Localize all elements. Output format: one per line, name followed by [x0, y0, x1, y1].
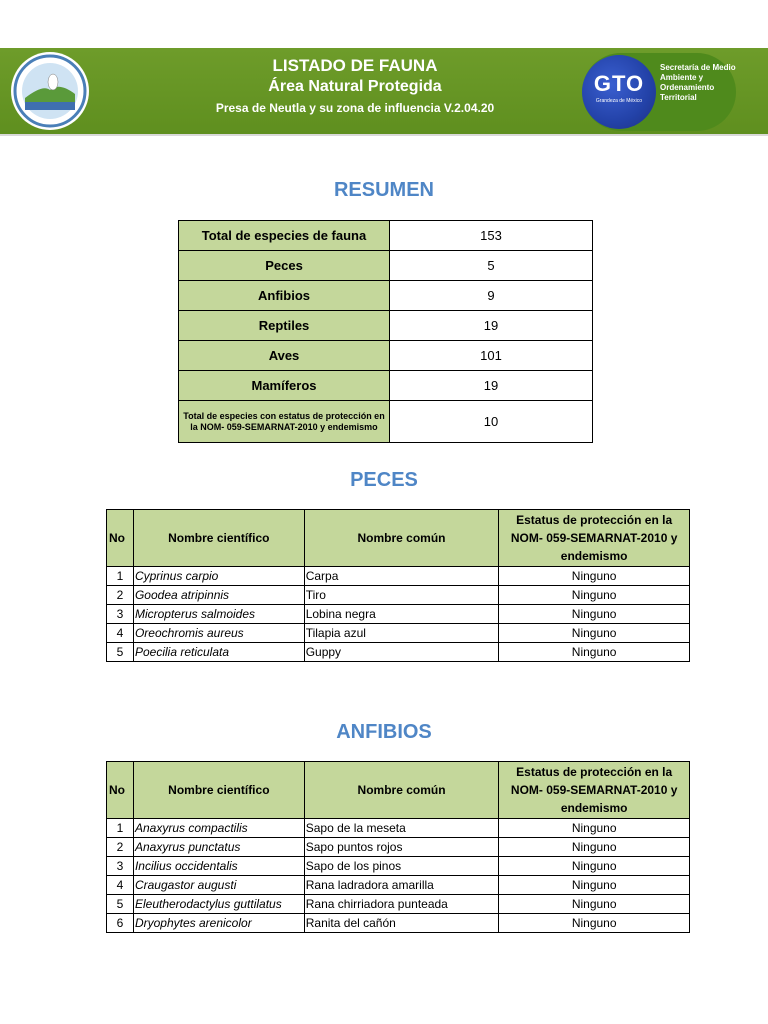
cell-status: Ninguno [499, 643, 690, 662]
cell-scientific: Goodea atripinnis [133, 586, 304, 605]
cell-common: Rana ladradora amarilla [304, 876, 499, 895]
cell-common: Ranita del cañón [304, 914, 499, 933]
cell-common: Lobina negra [304, 605, 499, 624]
cell-common: Rana chirriadora punteada [304, 895, 499, 914]
table-row [107, 643, 690, 662]
table-row [107, 586, 690, 605]
presa-neutla-logo [11, 52, 89, 130]
cell-status: Ninguno [499, 838, 690, 857]
cell-scientific: Craugastor augusti [133, 876, 304, 895]
cell-no: 3 [107, 605, 134, 624]
column-header-no: No [107, 510, 134, 567]
gto-brand: GTO [593, 71, 645, 96]
table-row [107, 857, 690, 876]
summary-label: Total de especies con estatus de protección en la NOM- 059-SEMARNAT-2010 y endemismo [179, 401, 390, 443]
table-row [179, 251, 593, 281]
cell-status: Ninguno [499, 586, 690, 605]
cell-common: Sapo de los pinos [304, 857, 499, 876]
cell-status: Ninguno [499, 605, 690, 624]
cell-no: 5 [107, 643, 134, 662]
table-row [107, 624, 690, 643]
table-row [107, 876, 690, 895]
cell-no: 2 [107, 838, 134, 857]
column-header-common: Nombre común [304, 510, 499, 567]
cell-status: Ninguno [499, 914, 690, 933]
cell-no: 2 [107, 586, 134, 605]
summary-label: Aves [179, 341, 390, 371]
cell-scientific: Eleutherodactylus guttilatus [133, 895, 304, 914]
header-banner [0, 48, 768, 136]
cell-no: 1 [107, 819, 134, 838]
column-header-scientific: Nombre científico [133, 762, 304, 819]
cell-common: Sapo puntos rojos [304, 838, 499, 857]
table-header-row [107, 762, 690, 819]
cell-no: 1 [107, 567, 134, 586]
summary-table [178, 220, 593, 443]
table-row [107, 819, 690, 838]
cell-scientific: Oreochromis aureus [133, 624, 304, 643]
table-row [179, 311, 593, 341]
cell-scientific: Anaxyrus punctatus [133, 838, 304, 857]
cell-no: 4 [107, 624, 134, 643]
document-title: LISTADO DE FAUNA [272, 56, 438, 75]
table-row [107, 838, 690, 857]
summary-label: Anfibios [179, 281, 390, 311]
cell-common: Tiro [304, 586, 499, 605]
table-row [179, 221, 593, 251]
gto-emblem [582, 55, 656, 129]
column-header-scientific: Nombre científico [133, 510, 304, 567]
table-header-row [107, 510, 690, 567]
peces-title: PECES [350, 469, 418, 491]
cell-status: Ninguno [499, 876, 690, 895]
cell-scientific: Dryophytes arenicolor [133, 914, 304, 933]
cell-no: 5 [107, 895, 134, 914]
gto-tagline: Grandeza de México [595, 98, 643, 104]
summary-label: Total de especies de fauna [179, 221, 390, 251]
summary-title: RESUMEN [333, 179, 434, 201]
column-header-no: No [107, 762, 134, 819]
summary-label: Reptiles [179, 311, 390, 341]
cell-status: Ninguno [499, 857, 690, 876]
peces-table [106, 509, 690, 662]
document-subtitle: Área Natural Protegida [268, 78, 442, 95]
cell-status: Ninguno [499, 567, 690, 586]
summary-label: Mamíferos [179, 371, 390, 401]
table-row [107, 895, 690, 914]
summary-value: 101 [390, 341, 593, 371]
cell-scientific: Poecilia reticulata [133, 643, 304, 662]
lake-bird-icon [13, 54, 87, 128]
cell-scientific: Incilius occidentalis [133, 857, 304, 876]
column-header-status: Estatus de protección en la NOM- 059-SEMARNAT-2010 y endemismo [499, 510, 690, 567]
cell-common: Sapo de la meseta [304, 819, 499, 838]
cell-common: Carpa [304, 567, 499, 586]
cell-status: Ninguno [499, 819, 690, 838]
summary-value: 19 [390, 311, 593, 341]
table-row [179, 341, 593, 371]
document-place: Presa de Neutla y su zona de influencia V.2.04.20 [215, 101, 495, 115]
summary-value: 19 [390, 371, 593, 401]
table-row [179, 401, 593, 443]
summary-value: 5 [390, 251, 593, 281]
summary-value: 10 [390, 401, 593, 443]
column-header-common: Nombre común [304, 762, 499, 819]
cell-scientific: Cyprinus carpio [133, 567, 304, 586]
column-header-status: Estatus de protección en la NOM- 059-SEMARNAT-2010 y endemismo [499, 762, 690, 819]
cell-scientific: Micropterus salmoides [133, 605, 304, 624]
table-row [179, 371, 593, 401]
cell-common: Guppy [304, 643, 499, 662]
summary-value: 9 [390, 281, 593, 311]
table-row [107, 605, 690, 624]
gto-department: Secretaría de Medio Ambiente y Ordenamiento Territorial [660, 63, 736, 102]
anfibios-title: ANFIBIOS [336, 721, 432, 743]
summary-value: 153 [390, 221, 593, 251]
cell-no: 4 [107, 876, 134, 895]
cell-no: 3 [107, 857, 134, 876]
table-row [107, 914, 690, 933]
anfibios-table [106, 761, 690, 933]
summary-label: Peces [179, 251, 390, 281]
cell-status: Ninguno [499, 895, 690, 914]
cell-status: Ninguno [499, 624, 690, 643]
cell-common: Tilapia azul [304, 624, 499, 643]
gto-logo [582, 53, 736, 131]
cell-no: 6 [107, 914, 134, 933]
cell-scientific: Anaxyrus compactilis [133, 819, 304, 838]
table-row [107, 567, 690, 586]
table-row [179, 281, 593, 311]
